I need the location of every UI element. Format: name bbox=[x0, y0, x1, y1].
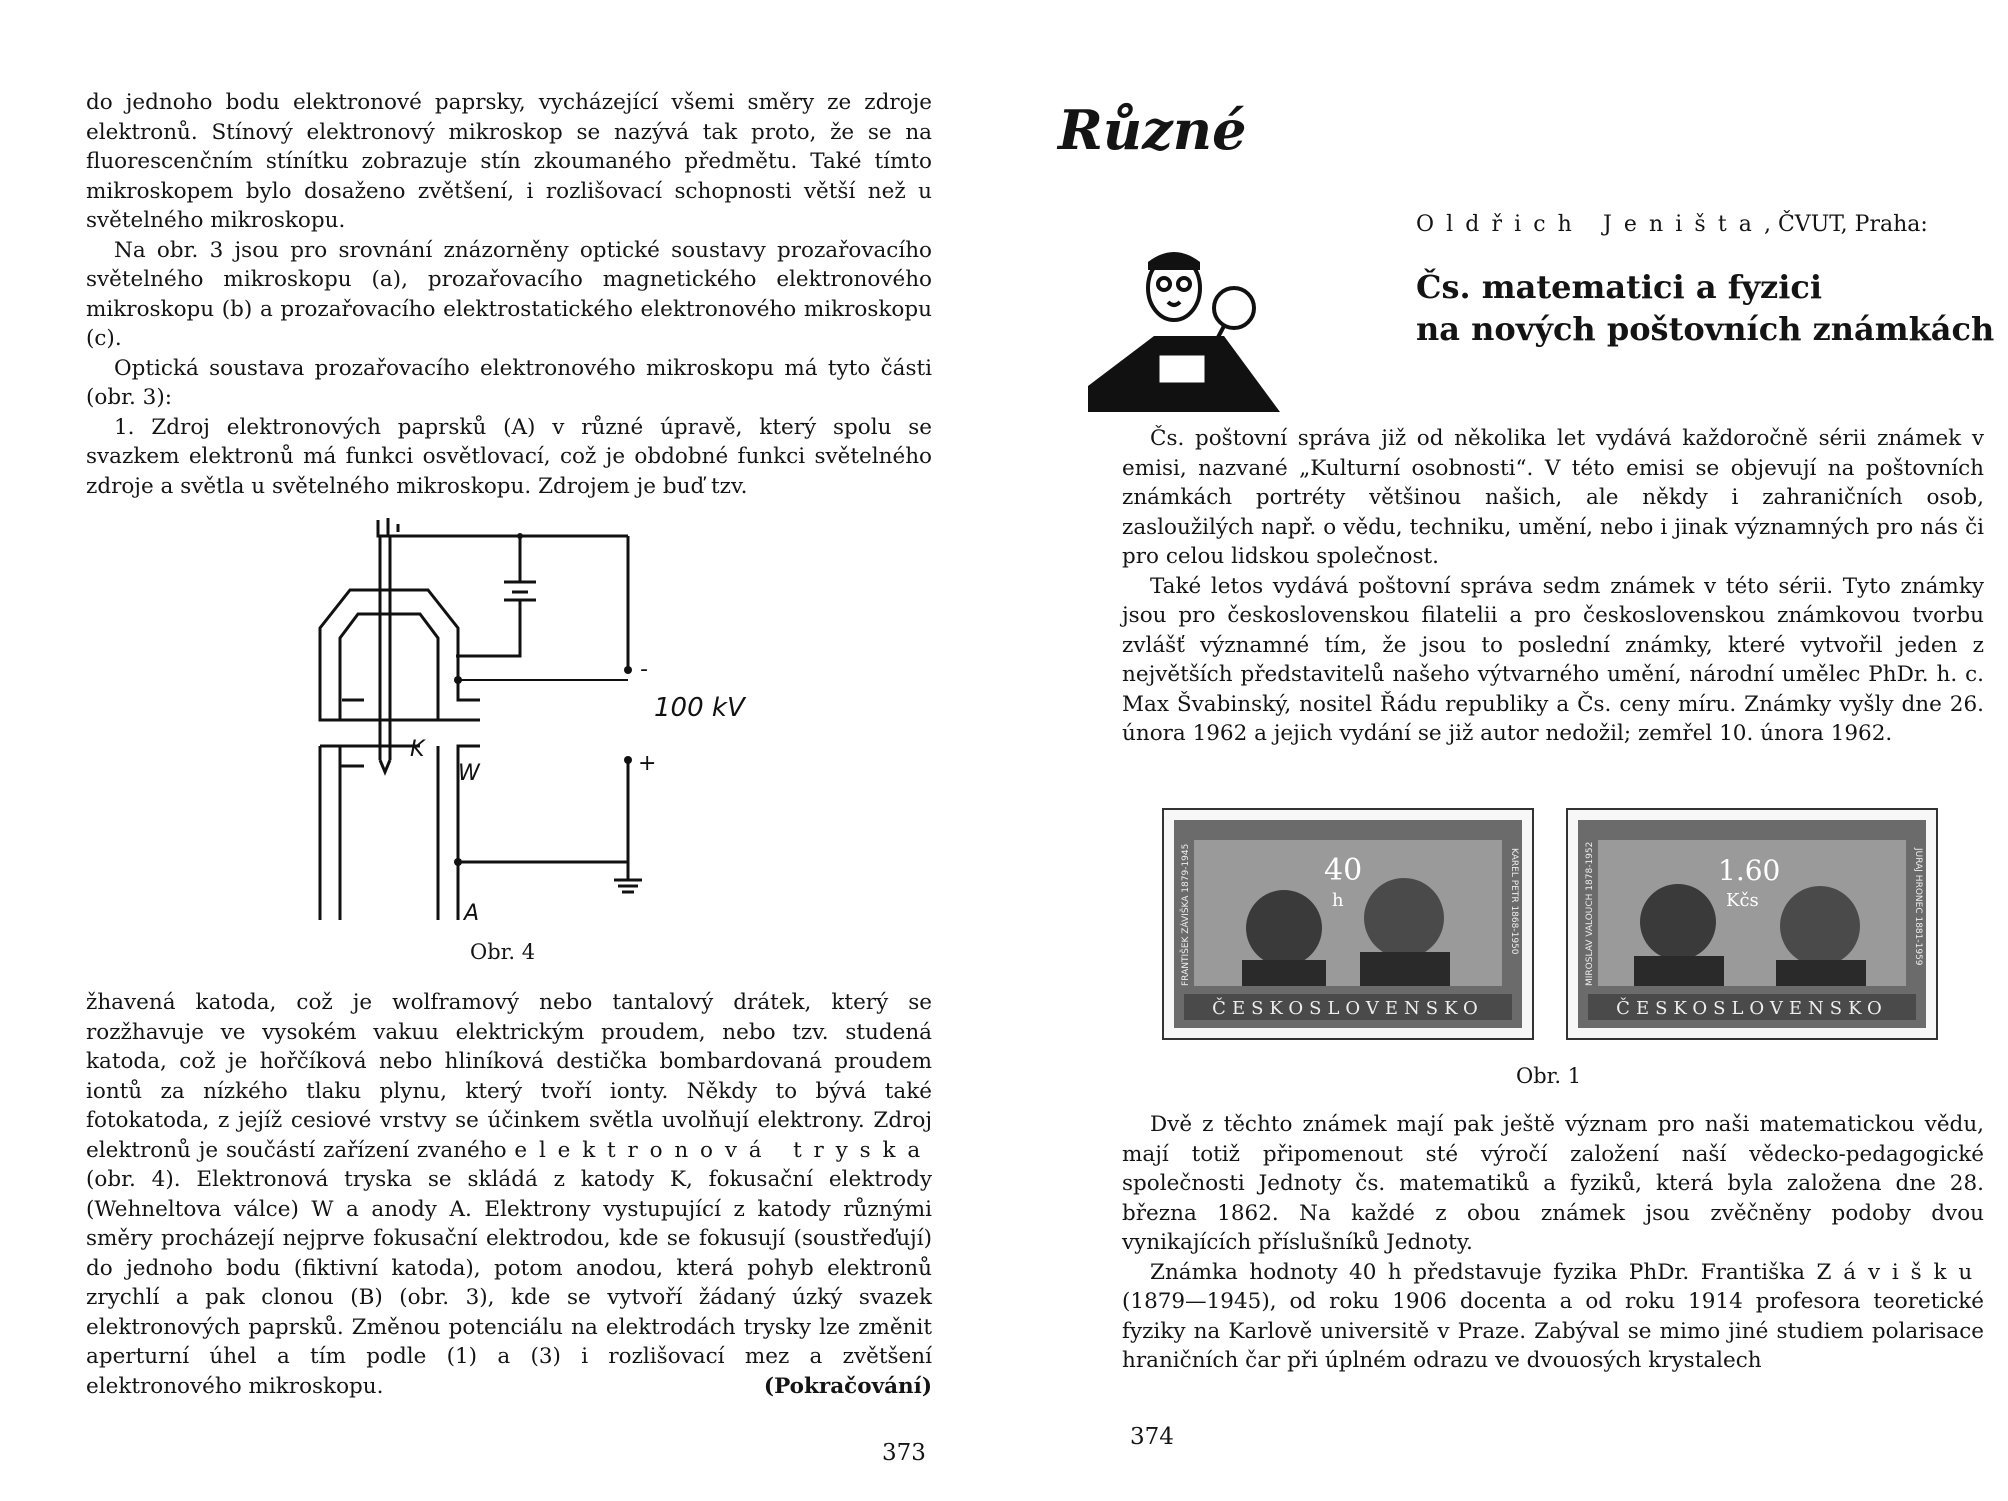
paragraph bbox=[1122, 1258, 1984, 1376]
figure-caption: Obr. 1 bbox=[1516, 1064, 1582, 1088]
electron-gun-diagram bbox=[280, 510, 780, 950]
paragraph: Také letos vydává poštovní správa sedm známek v této sérii. Tyto známky jsou pro československou filatelii a pro československou známkovou tvorbu zvlášť významné tím, že jsou to poslední známky, které vytvořil jeden z největších představitelů našeho výtvarného umění, národní umělec PhDr. h. c. Max Švabinský, nositel Řádu republiky a Čs. ceny míru. Známky vyšly dne 26. února 1962 a jejich vydání se již autor nedožil; zemřel 10. února 1962. bbox=[1122, 573, 1984, 746]
text-run: (obr. 4). Elektronová tryska se skládá z katody K, fokusační elektrody (Wehneltova válce) W a anody A. Elektrony vystupující z katody různými směry procházejí nejprve fokusační elektrodou, kde se fokusují (soustřeďují) do jednoho bodu (fiktivní katoda), potom anodou, která pohyb elektronů zrychlí a pak clonou (B) (obr. 3), kde se vytvoří žádaný úzký svazek elektronových paprsků. Změnou potenciálu na elektrodách trysky lze změnit aperturní úhel a tím podle (1) a (3) i rozlišovací mez a zvětšení elektronového mikroskopu. bbox=[86, 1167, 932, 1399]
section-title: Různé bbox=[1058, 98, 1247, 162]
text-run: Známka hodnoty 40 h představuje fyzika PhDr. Františka bbox=[1150, 1259, 1805, 1285]
label-minus: - bbox=[640, 657, 648, 682]
paragraph: Čs. poštovní správa již od několika let vydává každoročně sérii známek v emisi, nazvané „Kulturní osobnosti“. V této emisi se objevují na poštovních známkách portréty většinou našich, ale někdy i zahraničních osob, zasloužilých např. o vědu, techniku, umění, nebo i jinak významných pro nás či pro celou lidskou společnost. bbox=[1122, 426, 1984, 569]
page-number: 373 bbox=[882, 1440, 926, 1466]
stamp-left-name: MIROSLAV VALOUCH 1878-1952 bbox=[1585, 841, 1595, 986]
voltage-label: 100 kV bbox=[654, 693, 745, 723]
stamp-value: 40 bbox=[1324, 853, 1363, 888]
stamp-unit: h bbox=[1332, 890, 1344, 911]
stamp-artwork bbox=[1568, 810, 1936, 1038]
stamp-artwork bbox=[1164, 810, 1532, 1038]
spaced-name: Závišku bbox=[1816, 1259, 1984, 1285]
paragraph: Na obr. 3 jsou pro srovnání znázorněny optické soustavy prozařovacího světelného mikroskopu (a), prozařovacího magnetického elektronového mikroskopu (b) a prozařovacího elektrostatického elektronového mikroskopu (c). bbox=[86, 237, 932, 351]
right-page bbox=[1004, 0, 2008, 1501]
stamp-value: 1.60 bbox=[1718, 854, 1781, 887]
stamp-country: ČESKOSLOVENSKO bbox=[1616, 998, 1888, 1019]
stamp-left-name: FRANTIŠEK ZÁVIŠKA 1879-1945 bbox=[1181, 843, 1191, 986]
page-number: 374 bbox=[1130, 1424, 1174, 1450]
stamp-right-name: KAREL PETR 1868-1950 bbox=[1509, 848, 1519, 955]
paragraph: Dvě z těchto známek mají pak ještě význam pro naši matematickou vědu, mají totiž připomenout sté výročí založení naší vědecko-pedagogické společnosti Jednoty čs. matematiků a fyziků, která byla založena dne 28. března 1862. Na každé z obou známek jsou zvěčněny podoby dvou vynikajících příslušníků Jednoty. bbox=[1122, 1112, 1984, 1255]
left-bottom-text bbox=[86, 988, 932, 1401]
right-bottom-text bbox=[1122, 1110, 1984, 1376]
text-run: žhavená katoda, což je wolframový nebo tantalový drátek, který se rozžhavuje ve vysokém vakuu elektrickým proudem, nebo tzv. studená katoda, což je hořčíková nebo hliníková destička bombardovaná proudem iontů za nízkého tlaku plynu, který tvoří ionty. Někdy to bývá také fotokatoda, z jejíž cesiové vrstvy se účinkem světla uvolňují elektrony. Zdroj elektronů je součástí zařízení zvaného bbox=[86, 990, 932, 1163]
postage-stamp bbox=[1162, 808, 1534, 1040]
postage-stamp bbox=[1566, 808, 1938, 1040]
author-line bbox=[1416, 212, 1928, 237]
label-a: A bbox=[464, 901, 480, 926]
paragraph: do jednoho bodu elektronové paprsky, vycházející všemi směry ze zdroje elektronů. Stínový elektronový mikroskop se nazývá tak proto, že se na fluorescenčním stínítku zobrazuje stín zkoumaného předmětu. Také tímto mikroskopem bylo dosaženo zvětšení, i rozlišovací schopnosti větší než u světelného mikroskopu. bbox=[86, 90, 932, 233]
philatelist-cartoon-icon bbox=[1084, 236, 1284, 416]
label-plus: + bbox=[638, 751, 657, 776]
right-top-text bbox=[1122, 424, 1984, 749]
text-run: (1879—1945), od roku 1906 docenta a od roku 1914 profesora teoretické fyziky na Karlově universitě v Praze. Zabýval se mimo jiné studiem polarisace hraničních čar při úplném odrazu ve dvouosých krystalech bbox=[1122, 1289, 1984, 1373]
article-title bbox=[1416, 266, 1994, 350]
title-line: na nových poštovních známkách bbox=[1416, 310, 1995, 348]
spaced-term: elektronová tryska bbox=[514, 1137, 932, 1163]
left-top-text bbox=[86, 88, 932, 501]
author-affiliation: , ČVUT, Praha: bbox=[1763, 212, 1928, 237]
paragraph bbox=[86, 988, 932, 1401]
author-name: Oldřich Jeništa bbox=[1416, 212, 1764, 237]
figure-caption: Obr. 4 bbox=[470, 940, 536, 964]
stamp-unit: Kčs bbox=[1726, 890, 1759, 911]
paragraph: Optická soustava prozařovacího elektronového mikroskopu má tyto části (obr. 3): bbox=[86, 355, 932, 410]
paragraph: 1. Zdroj elektronových paprsků (A) v různé úpravě, který spolu se svazkem elektronů má funkci osvětlovací, což je obdobné funkci světelného zdroje a světla u světelného mikroskopu. Zdrojem je buď tzv. bbox=[86, 414, 932, 499]
stamp-country: ČESKOSLOVENSKO bbox=[1212, 998, 1484, 1019]
label-w: W bbox=[458, 761, 480, 786]
stamp-right-name: JURAJ HRONEC 1881-1959 bbox=[1913, 848, 1923, 966]
title-line: Čs. matematici a fyzici bbox=[1416, 268, 1823, 306]
continued-note: (Pokračování) bbox=[763, 1373, 932, 1399]
label-k: K bbox=[410, 737, 425, 762]
